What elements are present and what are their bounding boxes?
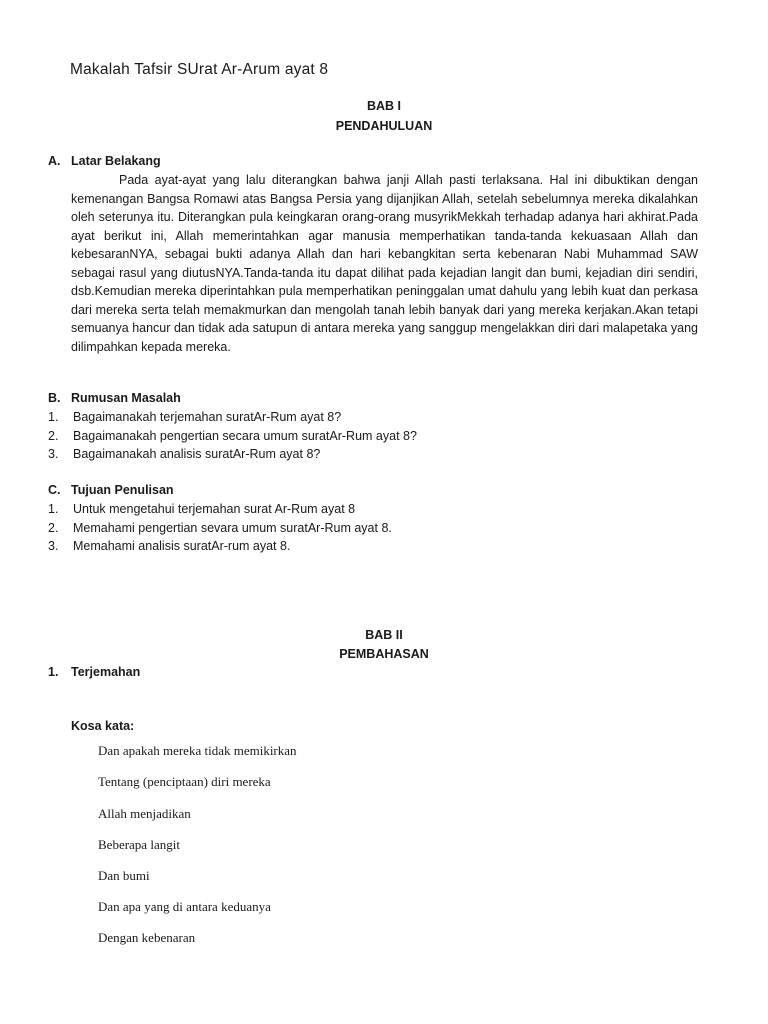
tujuan-penulisan-list [48, 500, 392, 556]
list-item-text: Bagaimanakah pengertian secara umum suratAr-Rum ayat 8? [73, 428, 417, 443]
kosa-kata-row [98, 743, 604, 763]
kosa-kata-heading: Kosa kata: [71, 719, 135, 733]
kosa-kata-meaning: Dan bumi [98, 868, 150, 883]
bab2-label: BAB II [365, 628, 403, 642]
list-item-number: 3. [48, 447, 59, 461]
kosa-kata-row [98, 837, 604, 857]
section-1-mark: 1. [48, 665, 59, 679]
section-c-title: Tujuan Penulisan [71, 483, 174, 497]
section-c-heading [48, 483, 174, 497]
kosa-kata-meaning: Dengan kebenaran [98, 930, 196, 945]
kosa-kata-meaning: Dan apa yang di antara keduanya [98, 899, 271, 914]
list-item-text: Bagaimanakah terjemahan suratAr-Rum ayat 8? [73, 410, 342, 424]
list-item-number: 1. [48, 502, 59, 516]
section-a-heading [48, 154, 161, 168]
list-item-text: Untuk mengetahui terjemahan surat Ar-Rum ayat 8 [73, 502, 356, 516]
kosa-kata-row [98, 930, 604, 950]
kosa-kata-row [98, 899, 604, 919]
kosa-kata-row [98, 806, 604, 826]
list-item-number: 1. [48, 410, 59, 424]
bab2-title: PEMBAHASAN [339, 647, 429, 661]
list-item [48, 519, 392, 538]
bab1-title: PENDAHULUAN [335, 119, 433, 133]
list-item [48, 537, 392, 556]
section-b-title: Rumusan Masalah [71, 391, 181, 405]
list-item [48, 445, 417, 464]
list-item-number: 3. [48, 539, 59, 553]
section-1-heading [48, 665, 140, 679]
list-item-text: Memahami pengertian sevara umum suratAr-Rum ayat 8. [73, 520, 392, 535]
list-item [48, 500, 392, 519]
section-a-title: Latar Belakang [71, 154, 161, 168]
kosa-kata-meaning: Tentang (penciptaan) diri mereka [98, 774, 271, 789]
list-item [48, 408, 417, 427]
document-title: Makalah Tafsir SUrat Ar-Arum ayat 8 [70, 61, 329, 78]
list-item-number: 2. [48, 428, 59, 443]
rumusan-masalah-list [48, 408, 417, 464]
list-item [48, 427, 417, 446]
kosa-kata-meaning: Dan apakah mereka tidak memikirkan [98, 743, 297, 758]
list-item-text: Bagaimanakah analisis suratAr-Rum ayat 8? [73, 447, 321, 461]
kosa-kata-meaning: Beberapa langit [98, 837, 180, 852]
list-item-text: Memahami analisis suratAr-rum ayat 8. [73, 539, 291, 553]
kosa-kata-row [98, 774, 604, 794]
section-b-mark: B. [48, 391, 61, 405]
kosa-kata-row [98, 868, 604, 888]
section-1-title: Terjemahan [71, 665, 141, 679]
latar-belakang-paragraph: Pada ayat-ayat yang lalu diterangkan bahwa janji Allah pasti terlaksana. Hal ini dibuktikan dengan kemenangan Bangsa Romawi atas Bangsa Persia yang dijanjikan Allah, setelah sebelumnya mereka dikalahkan oleh seterunya itu. Diterangkan pula keingkaran orang-orang musyrikMekkah terhadap adanya hari akhirat.Pada ayat berikut ini, Allah memerintahkan agar manusia memperhatikan tanda-tanda kekuasaan Allah dan kebesaranNYA, sebagai bukti adanya Allah dan hari kebangkitan serta kebenaran Nabi Muhammad SAW sebagai rasul yang diutusNYA.Tanda-tanda itu dapat dilihat pada kejadian langit dan bumi, kejadian diri sendiri, dsb.Kemudian mereka diperintahkan pula memperhatikan peninggalan umat dahulu yang lebih kuat dan perkasa dari mereka serta telah memakmurkan dan mengolah tanah lebih banyak dari yang mereka kerjakan.Akan tetapi semuanya hancur dan tidak ada satupun di antara mereka yang sanggup mengelakkan diri dari malapetaka yang dilimpahkan kepada mereka. [71, 173, 698, 354]
list-item-number: 2. [48, 520, 59, 535]
section-b-heading [48, 391, 181, 405]
bab1-label: BAB I [366, 99, 402, 113]
section-c-mark: C. [48, 483, 61, 497]
section-a-mark: A. [48, 154, 61, 168]
kosa-kata-meaning: Allah menjadikan [98, 806, 191, 821]
